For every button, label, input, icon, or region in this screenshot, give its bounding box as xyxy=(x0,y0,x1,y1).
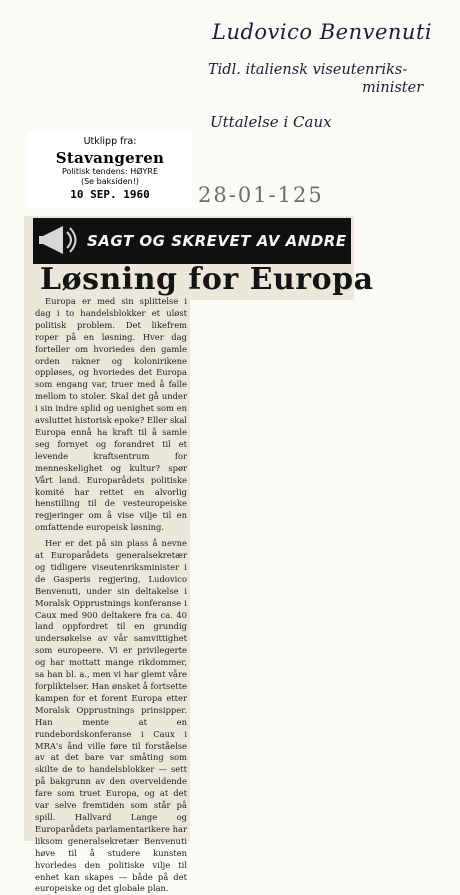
megaphone-icon xyxy=(33,218,87,264)
column-banner xyxy=(33,218,351,264)
article-paragraph-2: Her er det på sin plass å nevne at Europarådets generalsekretær og tidligere viseutenriksminister i de Gasperis regjering, Ludovico Benvenuti, under sin deltakelse i Moralsk Opprustnings konferanse i Caux med 900 deltakere fra ca. 40 land oppfordret til en grundig undersøkelse av vår samvittighet som europeere. Vi er privilegerte og har mottatt mange rikdommer, sa han bl. a., men vi har glemt våre forpliktelser. Han ønsket å fortsette kampen for et forent Europa etter Moralsk Opprustnings prinsipper. Han mente at en rundebordskonferanse i Caux i MRA's ånd ville føre til forståelse av at det bare var småting som skilte de to handelsblokker — sett på bakgrunn av den overveldende fare som truet Europa, og at det var selve fremtiden som står på spill. Hallvard Lange og Europarådets parlamentarikere har liksom generalsekretær Benvenuti høve til å studere kunsten hvorledes den politiske vilje til enhet kan skapes — både på det europeiske og det globale plan. xyxy=(35,538,187,894)
see-back-note: (Se baksiden!) xyxy=(80,177,140,186)
clipping-date: 10 SEP. 1960 xyxy=(70,188,150,201)
political-tendency: Politisk tendens: HØYRE xyxy=(62,167,158,176)
handwritten-name: Ludovico Benvenuti xyxy=(212,20,433,44)
archive-date: 28-01-125 xyxy=(198,183,324,207)
stamp-label: Utklipp fra: xyxy=(83,136,137,147)
handwritten-title-line2: minister xyxy=(362,80,424,96)
article-paragraph-1: Europa er med sin splittelse i dag i to handelsblokker et uløst politisk problem. Det likefrem roper på en løsning. Hver dag forteller om hvoriedes den gamle orden rakner og kolonirikene oppløses, og hvoriedes det Europa som engang var, truer med å falle mellom to stoler. Skal det gå under i sin indre splid og uenighet som en avsluttet historisk epoke? Eller skal Europa ennå ha kraft til å samle seg fornyet og forandret til et levende kraftsentrum for menneskelighet og kultur? spør Vårt land. Europarådets politiske komité har rettet en alvorlig henstilling til de vesteuropeiske regjeringer om å vise vilje til en omfattende europeisk løsning. xyxy=(35,296,187,533)
article-body xyxy=(35,296,187,895)
newspaper-name: Stavangeren xyxy=(55,149,165,167)
handwritten-note: Uttalelse i Caux xyxy=(210,113,332,131)
article-headline: Løsning for Europa xyxy=(40,262,374,297)
handwritten-title-line1: Tidl. italiensk viseutenriks- xyxy=(208,62,408,78)
banner-kicker: SAGT OG SKREVET AV ANDRE xyxy=(87,232,347,250)
clipping-cut-edge xyxy=(190,300,354,841)
clipping-stamp xyxy=(28,132,192,208)
